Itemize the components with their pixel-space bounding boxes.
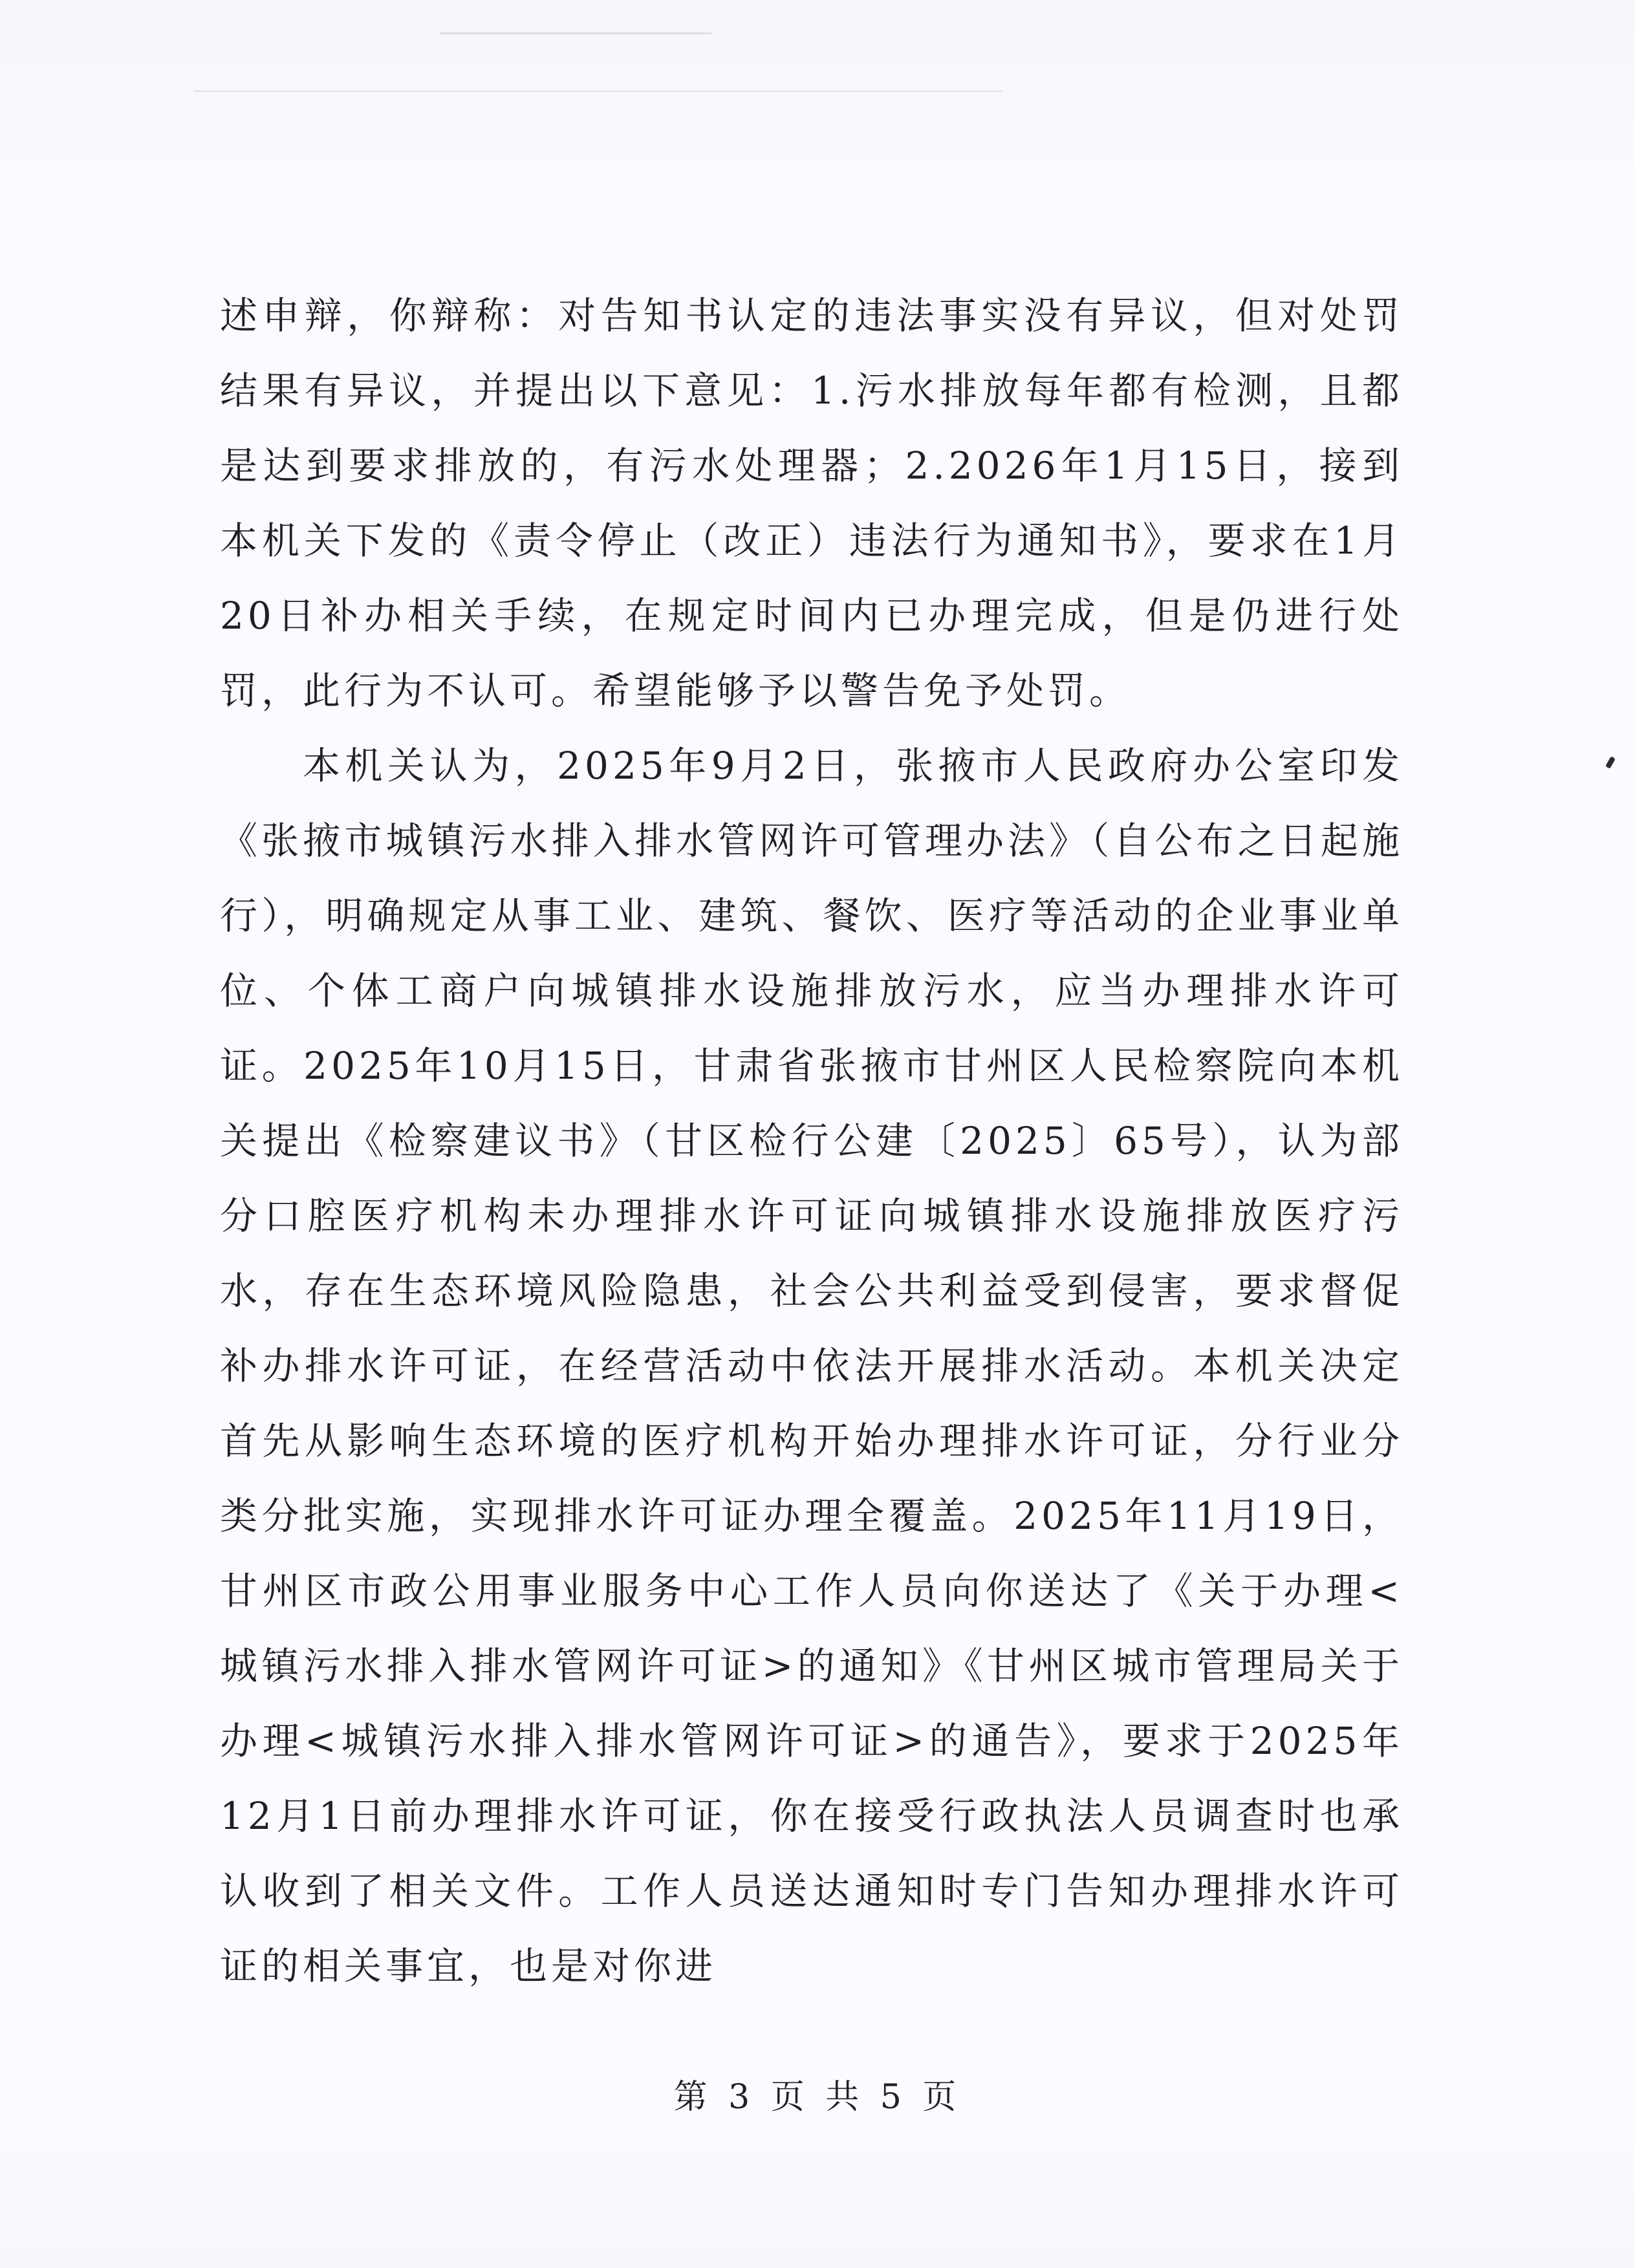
paragraph-authority-opinion: 本机关认为，2025年9月2日，张掖市人民政府办公室印发《张掖市城镇污水排入排水管网许可管理办法》（自公布之日起施行），明确规定从事工业、建筑、餐饮、医疗等活动的企业事业单位、个体工商户向城镇排水设施排放污水，应当办理排水许可证。2025年10月15日，甘肃省张掖市甘州区人民检察院向本机关提出《检察建议书》（甘区检行公建〔2025〕65号），认为部分口腔医疗机构未办理排水许可证向城镇排水设施排放医疗污水，存在生态环境风险隐患，社会公共利益受到侵害，要求督促补办排水许可证，在经营活动中依法开展排水活动。本机关决定首先从影响生态环境的医疗机构开始办理排水许可证，分行业分类分批实施，实现排水许可证办理全覆盖。2025年11月19日，甘州区市政公用事业服务中心工作人员向你送达了《关于办理<城镇污水排入排水管网许可证>的通知》《甘州区城市管理局关于办理<城镇污水排入排水管网许可证>的通告》，要求于2025年12月1日前办理排水许可证，你在接受行政执法人员调查时也承认收到了相关文件。工作人员送达通知时专门告知办理排水许可证的相关事宜，也是对你进 bbox=[220, 744, 1403, 1988]
page-number-footer: 第 3 页 共 5 页 bbox=[673, 2078, 962, 2117]
paragraph-statement: 述申辩，你辩称：对告知书认定的违法事实没有异议，但对处罚结果有异议，并提出以下意见：1.污水排放每年都有检测，且都是达到要求排放的，有污水处理器；2.2026年1月15日，接到本机关下发的《责令停止（改正）违法行为通知书》，要求在1月20日补办相关手续，在规定时间内已办理完成，但是仍进行处罚，此行为不认可。希望能够予以警告免予处罚。 bbox=[220, 294, 1403, 713]
scan-speck bbox=[1605, 756, 1616, 769]
document-body bbox=[220, 278, 1403, 2003]
bleed-through-marks bbox=[194, 13, 1035, 110]
